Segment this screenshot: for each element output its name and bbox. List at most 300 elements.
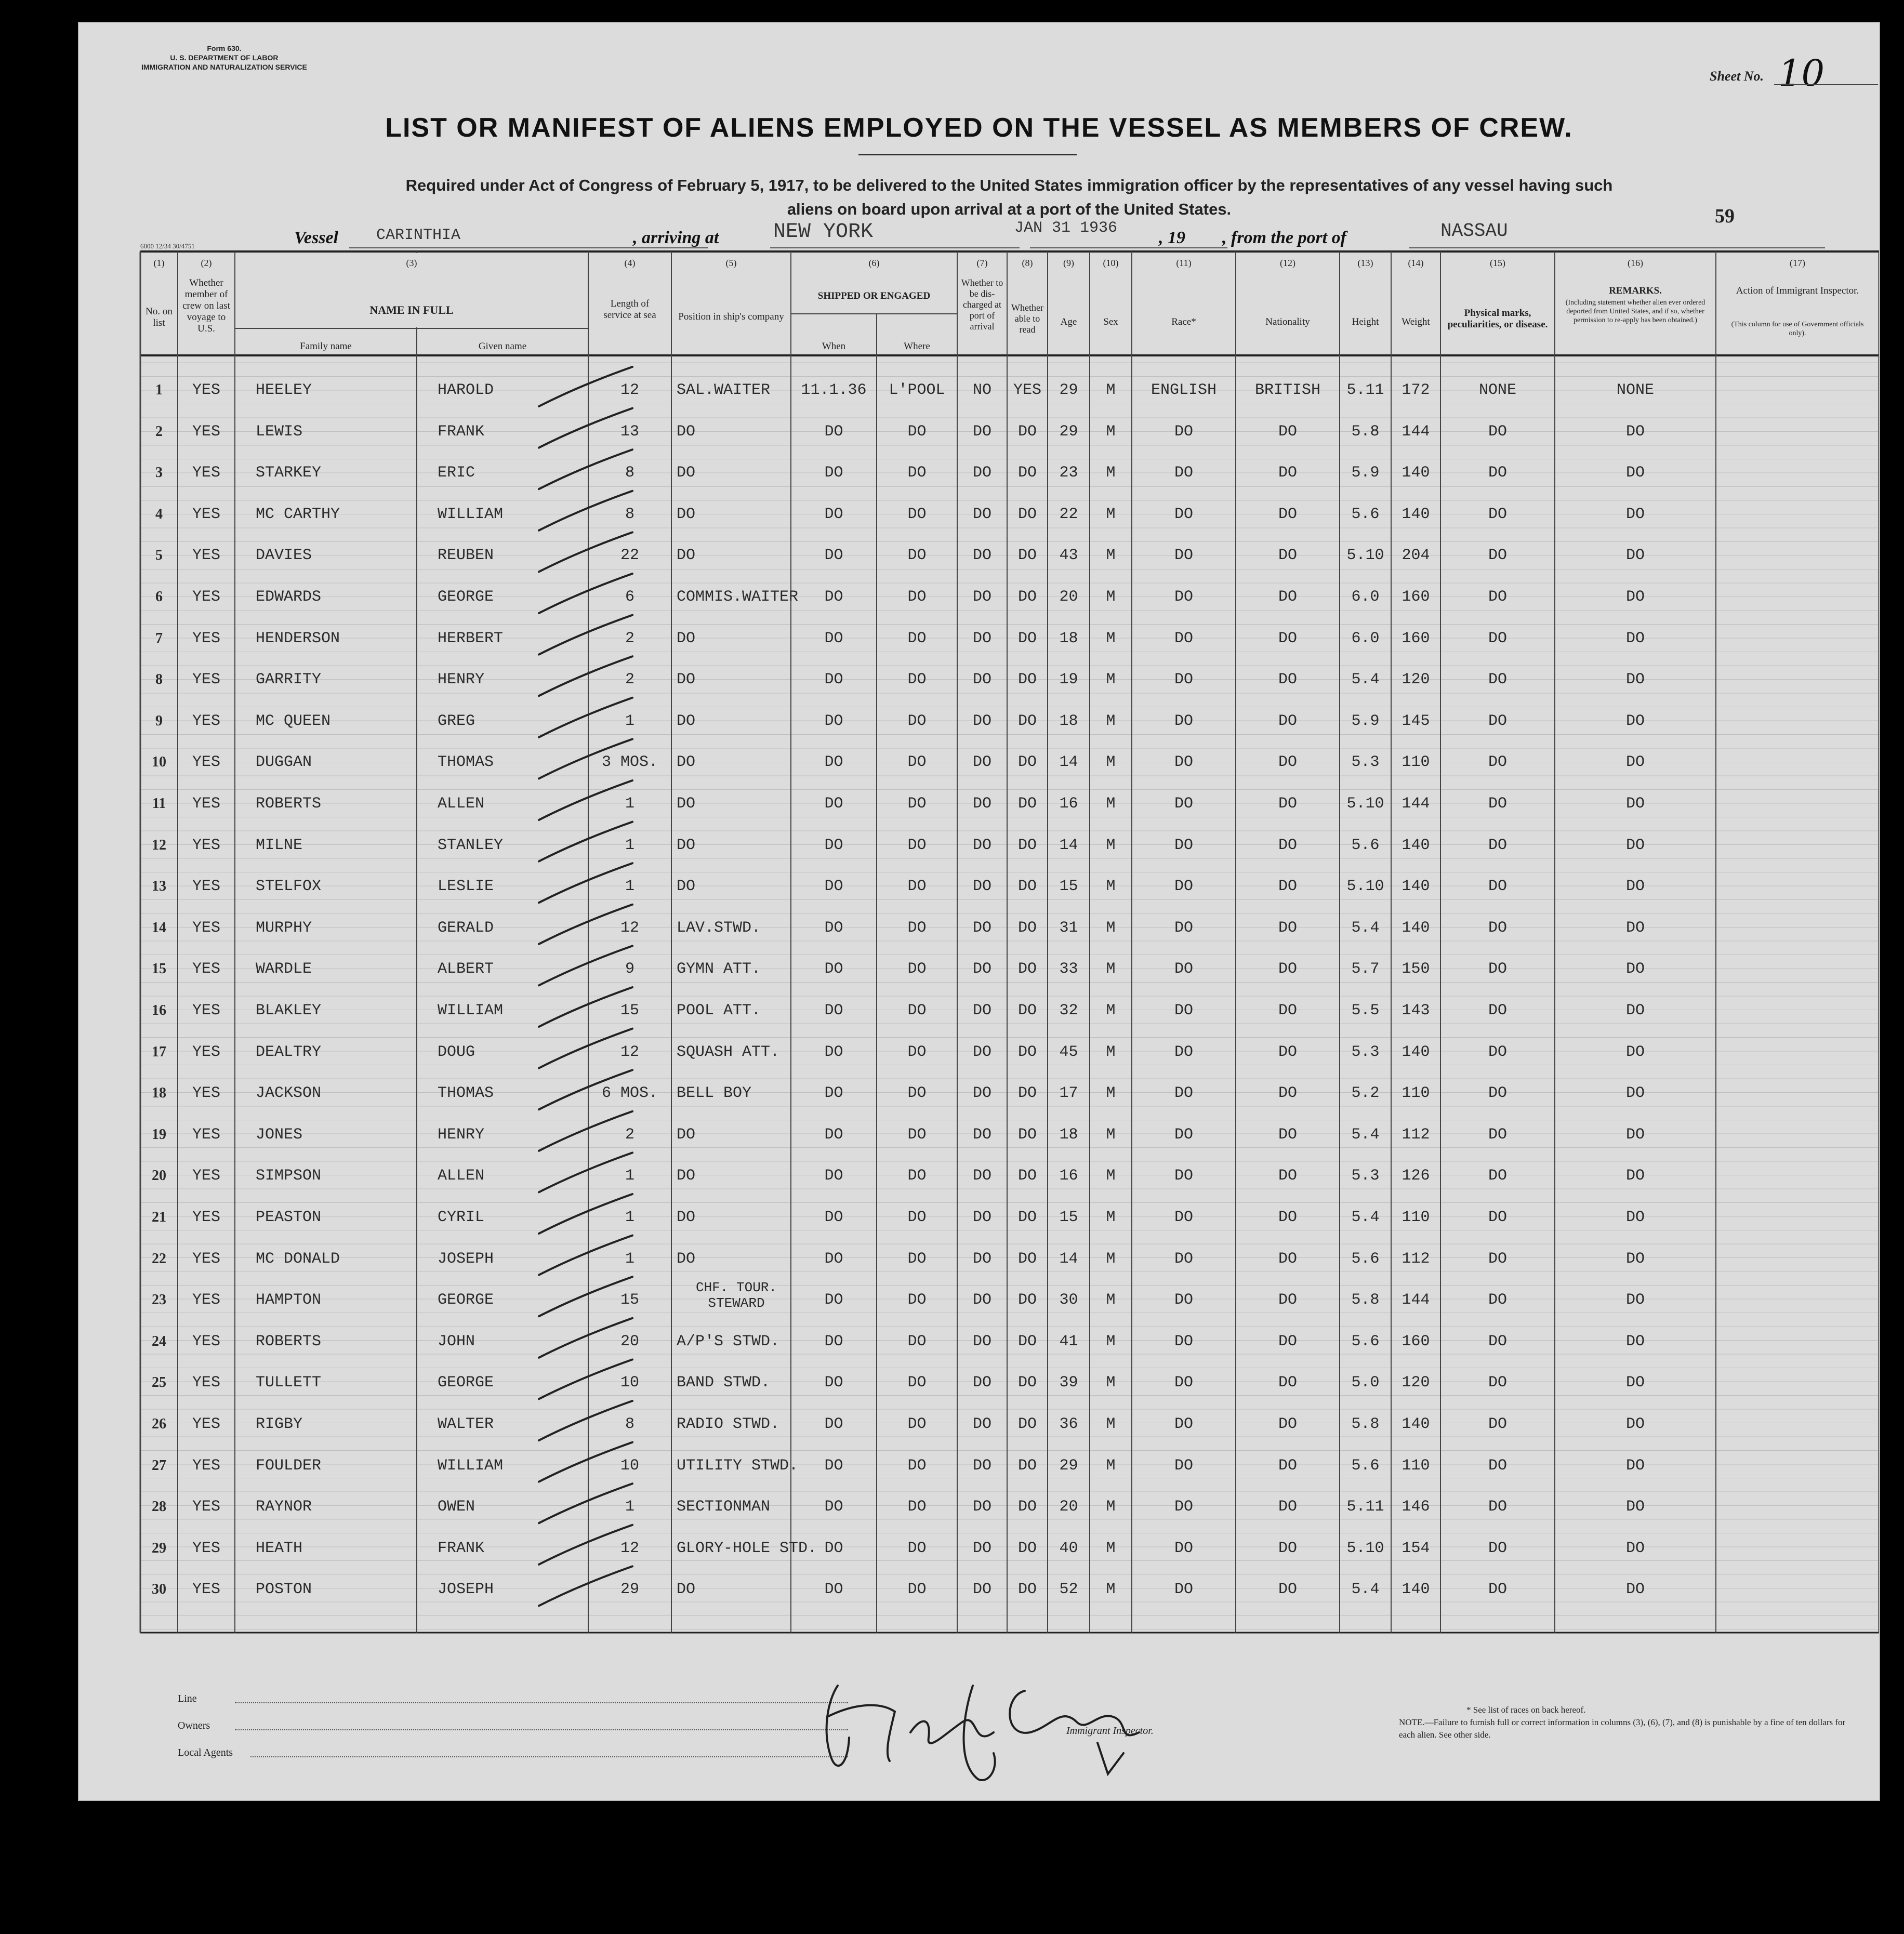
cell-weight: 112 <box>1401 1250 1430 1268</box>
cell-weight: 126 <box>1401 1167 1430 1185</box>
cell-member: YES <box>192 1374 220 1392</box>
cell-disch: DO <box>972 919 991 937</box>
header-shipped-engaged: SHIPPED OR ENGAGED <box>817 290 931 301</box>
cell-sex: M <box>1106 629 1116 647</box>
cell-disch: DO <box>972 753 991 772</box>
cell-position: DO <box>677 878 696 896</box>
cell-race: DO <box>1174 919 1193 937</box>
cell-race: DO <box>1174 712 1193 730</box>
cell-where: DO <box>907 753 927 772</box>
cell-where: DO <box>907 464 927 482</box>
cell-disch: DO <box>972 1125 991 1144</box>
cell-race: DO <box>1174 1084 1193 1103</box>
cell-sex: M <box>1106 505 1116 523</box>
cell-given: ALLEN <box>438 795 485 813</box>
cell-sex: M <box>1106 1374 1116 1392</box>
cell-read: DO <box>1017 629 1037 647</box>
cell-sex: M <box>1106 1084 1116 1103</box>
cell-nat: DO <box>1278 1456 1297 1475</box>
cell-age: 16 <box>1059 795 1078 813</box>
header-position: Position in ship's company <box>678 311 784 322</box>
cell-family: STARKEY <box>256 464 322 482</box>
cell-disch: DO <box>972 1209 991 1226</box>
cell-race: DO <box>1174 753 1193 772</box>
cell-weight: 110 <box>1401 753 1430 772</box>
cell-service: 12 <box>620 919 639 937</box>
cell-family: HEELEY <box>256 381 312 399</box>
cell-phys: DO <box>1488 712 1507 730</box>
cell-phys: DO <box>1488 1002 1507 1019</box>
cell-sex: M <box>1106 1498 1116 1516</box>
header-no-on-list: No. on list <box>146 306 173 328</box>
cell-when: DO <box>824 960 843 978</box>
cell-when: DO <box>824 919 843 937</box>
cell-read: DO <box>1017 753 1037 772</box>
cell-where: DO <box>907 1002 927 1019</box>
cell-family: MC DONALD <box>256 1250 340 1268</box>
cell-phys: DO <box>1488 1539 1507 1557</box>
cell-height: 5.9 <box>1351 712 1380 730</box>
cell-phys: DO <box>1488 960 1507 978</box>
cell-weight: 112 <box>1401 1125 1430 1144</box>
cell-member: YES <box>192 919 220 937</box>
cell-when: DO <box>824 1332 843 1350</box>
cell-member: YES <box>192 1332 220 1350</box>
cell-member: YES <box>192 629 220 647</box>
header-sex: Sex <box>1103 316 1118 327</box>
cell-disch: DO <box>972 588 991 606</box>
cell-sex: M <box>1106 1002 1116 1019</box>
cell-given: JOSEPH <box>438 1250 494 1268</box>
cell-sex: M <box>1106 422 1116 441</box>
cell-when: DO <box>824 547 843 565</box>
cell-race: DO <box>1174 547 1193 565</box>
cell-disch: DO <box>972 836 991 854</box>
cell-height: 5.6 <box>1351 505 1380 523</box>
cell-position: DO <box>677 671 696 689</box>
cell-member: YES <box>192 588 220 606</box>
cell-no: 13 <box>152 878 166 895</box>
cell-race: DO <box>1174 1043 1193 1061</box>
cell-disch: DO <box>972 1291 991 1309</box>
cell-nat: DO <box>1278 1167 1297 1185</box>
cell-phys: DO <box>1488 1125 1507 1144</box>
cell-when: DO <box>824 1498 843 1516</box>
cell-disch: DO <box>972 1498 991 1516</box>
cell-given: LESLIE <box>438 878 494 896</box>
cell-weight: 140 <box>1401 919 1430 937</box>
cell-nat: DO <box>1278 1043 1297 1061</box>
cell-when: DO <box>824 836 843 854</box>
cell-no: 30 <box>152 1581 166 1598</box>
cell-weight: 172 <box>1401 381 1430 399</box>
cell-service: 1 <box>625 1498 634 1516</box>
cell-weight: 154 <box>1401 1539 1430 1557</box>
cell-read: DO <box>1017 1456 1037 1475</box>
cell-disch: DO <box>972 629 991 647</box>
cell-disch: DO <box>972 671 991 689</box>
cell-given: THOMAS <box>438 1084 494 1103</box>
cell-no: 12 <box>152 837 166 853</box>
cell-nat: DO <box>1278 505 1297 523</box>
cell-read: DO <box>1017 547 1037 565</box>
cell-remarks: DO <box>1625 422 1645 441</box>
cell-given: WILLIAM <box>438 1456 504 1475</box>
cell-race: DO <box>1174 1581 1193 1599</box>
cell-read: DO <box>1017 836 1037 854</box>
cell-phys: DO <box>1488 753 1507 772</box>
cell-when: DO <box>824 629 843 647</box>
cell-when: DO <box>824 795 843 813</box>
cell-sex: M <box>1106 960 1116 978</box>
cell-service: 10 <box>620 1374 639 1392</box>
cell-read: YES <box>1013 381 1041 399</box>
cell-weight: 144 <box>1401 422 1430 441</box>
cell-weight: 140 <box>1401 1043 1430 1061</box>
cell-phys: DO <box>1488 919 1507 937</box>
cell-phys: DO <box>1488 1084 1507 1103</box>
cell-sex: M <box>1106 547 1116 565</box>
cell-weight: 143 <box>1401 1002 1430 1019</box>
cell-where: DO <box>907 629 927 647</box>
inspector-label: Immigrant Inspector. <box>1066 1725 1154 1737</box>
cell-nat: DO <box>1278 795 1297 813</box>
header-remarks-note: (Including statement whether alien ever ordered deported from United States, and if so, whether permission to re-apply has been obtained.) <box>1565 299 1705 324</box>
cell-no: 25 <box>152 1374 166 1391</box>
cell-race: DO <box>1174 629 1193 647</box>
cell-member: YES <box>192 753 220 772</box>
cell-where: DO <box>907 1291 927 1309</box>
cell-member: YES <box>192 960 220 978</box>
cell-member: YES <box>192 712 220 730</box>
subtitle-line-1: Required under Act of Congress of February 5, 1917, to be delivered to the United States immigration officer by the representatives of any vessel having such <box>405 176 1613 194</box>
column-number: (8) <box>1022 258 1033 268</box>
cell-member: YES <box>192 795 220 813</box>
cell-read: DO <box>1017 1167 1037 1185</box>
cell-race: DO <box>1174 1415 1193 1433</box>
cell-where: DO <box>907 547 927 565</box>
cell-member: YES <box>192 878 220 896</box>
cell-sex: M <box>1106 712 1116 730</box>
header-action: Action of Immigrant Inspector. <box>1736 285 1859 296</box>
cell-remarks: DO <box>1625 753 1645 772</box>
vessel-label: Vessel <box>294 228 338 247</box>
cell-height: 5.0 <box>1351 1374 1380 1392</box>
cell-read: DO <box>1017 464 1037 482</box>
cell-nat: DO <box>1278 753 1297 772</box>
column-number: (16) <box>1628 258 1643 268</box>
cell-age: 16 <box>1059 1167 1078 1185</box>
cell-disch: DO <box>972 1084 991 1103</box>
cell-read: DO <box>1017 1539 1037 1557</box>
cell-height: 6.0 <box>1351 588 1380 606</box>
cell-member: YES <box>192 671 220 689</box>
cell-nat: DO <box>1278 671 1297 689</box>
cell-height: 5.6 <box>1351 1456 1380 1475</box>
cell-where: DO <box>907 836 927 854</box>
cell-remarks: DO <box>1625 712 1645 730</box>
cell-family: MURPHY <box>256 919 312 937</box>
cell-position: DO <box>677 1250 696 1268</box>
column-number: (5) <box>725 258 737 268</box>
cell-remarks: DO <box>1625 1002 1645 1019</box>
cell-no: 8 <box>155 671 163 688</box>
cell-position: UTILITY STWD. <box>677 1456 799 1475</box>
cell-disch: DO <box>972 960 991 978</box>
cell-when: DO <box>824 1084 843 1103</box>
cell-service: 6 <box>625 588 634 606</box>
cell-service: 6 MOS. <box>601 1084 658 1103</box>
cell-disch: DO <box>972 878 991 896</box>
cell-remarks: DO <box>1625 1456 1645 1475</box>
header-age: Age <box>1060 316 1077 327</box>
cell-given: STANLEY <box>438 836 504 854</box>
cell-given: HENRY <box>438 671 485 689</box>
cell-remarks: DO <box>1625 588 1645 606</box>
cell-read: DO <box>1017 422 1037 441</box>
cell-given: WILLIAM <box>438 505 504 523</box>
sheet-number-label: Sheet No. <box>1710 69 1764 84</box>
cell-weight: 160 <box>1401 629 1430 647</box>
cell-no: 28 <box>152 1499 166 1515</box>
cell-remarks: DO <box>1625 671 1645 689</box>
inspector-signature <box>806 1654 1212 1790</box>
header-member-prior: Whether member of crew on last voyage to U.S. <box>182 277 230 334</box>
cell-height: 5.3 <box>1351 753 1380 772</box>
cell-height: 5.4 <box>1351 1209 1380 1226</box>
cell-weight: 140 <box>1401 878 1430 896</box>
cell-phys: DO <box>1488 1167 1507 1185</box>
cell-when: DO <box>824 1002 843 1019</box>
cell-age: 39 <box>1059 1374 1078 1392</box>
cell-family: LEWIS <box>256 422 303 441</box>
cell-family: HAMPTON <box>256 1291 322 1309</box>
cell-member: YES <box>192 836 220 854</box>
cell-member: YES <box>192 1209 220 1226</box>
cell-height: 5.6 <box>1351 836 1380 854</box>
cell-age: 52 <box>1059 1581 1078 1599</box>
cell-nat: DO <box>1278 1209 1297 1226</box>
cell-remarks: DO <box>1625 1374 1645 1392</box>
cell-age: 15 <box>1059 878 1078 896</box>
cell-when: DO <box>824 1291 843 1309</box>
cell-disch: DO <box>972 422 991 441</box>
column-number: (10) <box>1103 258 1119 268</box>
header-able-to-read: Whether able to read <box>1011 302 1043 335</box>
cell-remarks: DO <box>1625 1125 1645 1144</box>
cell-weight: 110 <box>1401 1456 1430 1475</box>
cell-remarks: DO <box>1625 1332 1645 1350</box>
cell-nat: DO <box>1278 919 1297 937</box>
cell-remarks: DO <box>1625 1291 1645 1309</box>
cell-position: DO <box>677 1209 696 1226</box>
cell-family: WARDLE <box>256 960 312 978</box>
form-number: Form 630. <box>207 44 242 52</box>
cell-remarks: DO <box>1625 1167 1645 1185</box>
cell-sex: M <box>1106 1456 1116 1475</box>
cell-race: DO <box>1174 1167 1193 1185</box>
cell-member: YES <box>192 547 220 565</box>
cell-phys: DO <box>1488 1581 1507 1599</box>
cell-position: SAL.WAITER <box>677 381 771 399</box>
cell-phys: DO <box>1488 547 1507 565</box>
cell-age: 30 <box>1059 1291 1078 1309</box>
cell-family: POSTON <box>256 1581 312 1599</box>
cell-weight: 160 <box>1401 1332 1430 1350</box>
cell-weight: 145 <box>1401 712 1430 730</box>
column-number: (12) <box>1280 258 1295 268</box>
cell-height: 6.0 <box>1351 629 1380 647</box>
cell-position: LAV.STWD. <box>677 919 761 937</box>
cell-race: DO <box>1174 795 1193 813</box>
column-number: (9) <box>1063 258 1074 268</box>
cell-family: TULLETT <box>256 1374 322 1392</box>
cell-nat: DO <box>1278 1125 1297 1144</box>
cell-position: DO <box>677 712 696 730</box>
cell-no: 7 <box>155 630 163 646</box>
cell-remarks: DO <box>1625 1209 1645 1226</box>
cell-race: DO <box>1174 836 1193 854</box>
cell-position: DO <box>677 1125 696 1144</box>
cell-no: 24 <box>152 1333 166 1349</box>
cell-where: L'POOL <box>889 381 945 399</box>
cell-height: 5.10 <box>1346 547 1384 565</box>
cell-given: JOSEPH <box>438 1581 494 1599</box>
cell-weight: 144 <box>1401 1291 1430 1309</box>
cell-given: GERALD <box>438 919 494 937</box>
cell-given: WILLIAM <box>438 1002 504 1019</box>
department-name: U. S. DEPARTMENT OF LABOR <box>170 54 279 62</box>
cell-height: 5.4 <box>1351 1581 1380 1599</box>
header-given-name: Given name <box>478 341 527 352</box>
cell-sex: M <box>1106 464 1116 482</box>
cell-disch: DO <box>972 1250 991 1268</box>
cell-service: 15 <box>620 1002 639 1019</box>
cell-service: 10 <box>620 1456 639 1475</box>
header-when: When <box>822 341 846 352</box>
cell-disch: DO <box>972 1332 991 1350</box>
cell-weight: 140 <box>1401 505 1430 523</box>
column-number: (4) <box>624 258 636 268</box>
cell-family: ROBERTS <box>256 1332 322 1350</box>
races-note: * See list of races on back hereof. <box>1466 1705 1586 1715</box>
column-number: (1) <box>153 258 165 268</box>
cell-race: DO <box>1174 1374 1193 1392</box>
cell-weight: 150 <box>1401 960 1430 978</box>
cell-no: 29 <box>152 1540 166 1556</box>
cell-where: DO <box>907 712 927 730</box>
cell-no: 10 <box>152 754 166 771</box>
cell-family: FOULDER <box>256 1456 322 1475</box>
cell-phys: DO <box>1488 878 1507 896</box>
cell-where: DO <box>907 960 927 978</box>
cell-height: 5.8 <box>1351 1415 1380 1433</box>
cell-phys: DO <box>1488 1415 1507 1433</box>
cell-disch: DO <box>972 1002 991 1019</box>
cell-when: DO <box>824 1250 843 1268</box>
cell-disch: DO <box>972 712 991 730</box>
cell-family: SIMPSON <box>256 1167 322 1185</box>
cell-service: 1 <box>625 795 634 813</box>
cell-when: DO <box>824 1415 843 1433</box>
header-height: Height <box>1352 316 1379 327</box>
cell-nat: DO <box>1278 1415 1297 1433</box>
cell-member: YES <box>192 1125 220 1144</box>
cell-service: 8 <box>625 464 634 482</box>
cell-nat: DO <box>1278 1291 1297 1309</box>
cell-disch: DO <box>972 1539 991 1557</box>
cell-read: DO <box>1017 1291 1037 1309</box>
cell-age: 45 <box>1059 1043 1078 1061</box>
cell-nat: DO <box>1278 712 1297 730</box>
cell-weight: 144 <box>1401 795 1430 813</box>
cell-service: 20 <box>620 1332 639 1350</box>
cell-weight: 146 <box>1401 1498 1430 1516</box>
cell-weight: 120 <box>1401 671 1430 689</box>
cell-race: DO <box>1174 505 1193 523</box>
cell-where: DO <box>907 1456 927 1475</box>
cell-remarks: DO <box>1625 1084 1645 1103</box>
cell-member: YES <box>192 1084 220 1103</box>
cell-remarks: DO <box>1625 547 1645 565</box>
cell-age: 43 <box>1059 547 1078 565</box>
cell-disch: DO <box>972 1415 991 1433</box>
cell-phys: DO <box>1488 464 1507 482</box>
cell-no: 21 <box>152 1209 166 1225</box>
cell-phys: DO <box>1488 1043 1507 1061</box>
cell-where: DO <box>907 1332 927 1350</box>
cell-race: DO <box>1174 671 1193 689</box>
cell-read: DO <box>1017 919 1037 937</box>
header-physical-marks: Physical marks, peculiarities, or disease. <box>1447 308 1548 330</box>
date-stamp: JAN 31 1936 <box>1014 219 1118 237</box>
cell-position: SECTIONMAN <box>677 1498 771 1516</box>
cell-service: 1 <box>625 1167 634 1185</box>
manifest-sheet <box>78 22 1880 1801</box>
cell-disch: NO <box>972 381 991 399</box>
cell-nat: DO <box>1278 1374 1297 1392</box>
cell-race: DO <box>1174 1539 1193 1557</box>
cell-height: 5.4 <box>1351 671 1380 689</box>
cell-phys: DO <box>1488 1250 1507 1268</box>
cell-race: DO <box>1174 1125 1193 1144</box>
cell-race: ENGLISH <box>1151 381 1217 399</box>
cell-sex: M <box>1106 753 1116 772</box>
line-label: Line <box>178 1693 197 1704</box>
cell-member: YES <box>192 422 220 441</box>
cell-given: HENRY <box>438 1125 485 1144</box>
cell-phys: DO <box>1488 1291 1507 1309</box>
cell-service: 13 <box>620 422 639 441</box>
cell-phys: DO <box>1488 795 1507 813</box>
cell-age: 29 <box>1059 422 1078 441</box>
cell-position: SQUASH ATT. <box>677 1043 780 1061</box>
cell-age: 31 <box>1059 919 1078 937</box>
cell-age: 14 <box>1059 753 1078 772</box>
cell-sex: M <box>1106 1415 1116 1433</box>
cell-given: ALBERT <box>438 960 494 978</box>
cell-remarks: DO <box>1625 505 1645 523</box>
cell-no: 9 <box>155 712 163 729</box>
cell-service: 22 <box>620 547 639 565</box>
cell-where: DO <box>907 1125 927 1144</box>
cell-sex: M <box>1106 1332 1116 1350</box>
cell-no: 3 <box>155 465 163 481</box>
cell-when: DO <box>824 1581 843 1599</box>
cell-given: GEORGE <box>438 588 494 606</box>
cell-where: DO <box>907 1043 927 1061</box>
cell-service: 12 <box>620 381 639 399</box>
